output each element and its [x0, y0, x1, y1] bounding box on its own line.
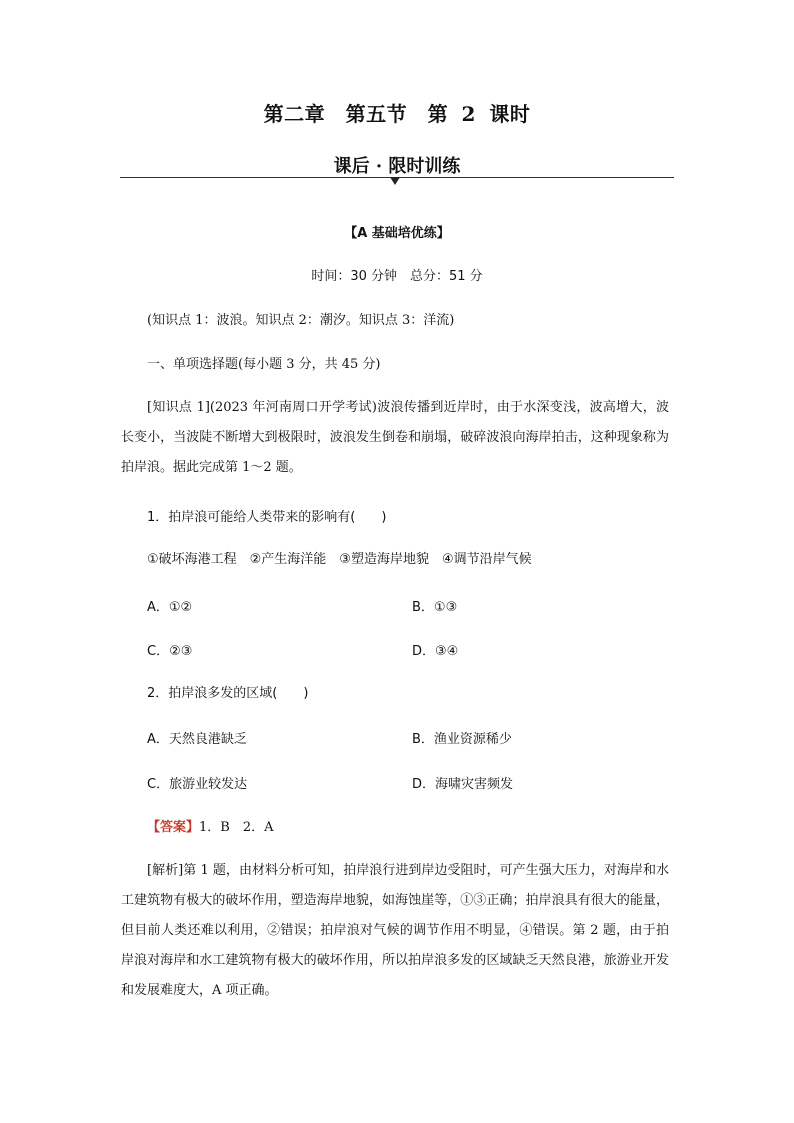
answer-label: 【答案】	[147, 820, 200, 835]
analysis-text: [解析]第 1 题，由材料分析可知，拍岸浪行进到岸边受阻时，可产生强大压力，对海岸和水工建筑物有极大的破坏作用，塑造海岸地貌，如海蚀崖等，①③正确；拍岸浪具有很大的能量，但目前人类还难以利用，②错误；拍岸浪对气候的调节作用不明显，④错误。第 2 题，由于拍岸浪对海岸和水工建筑物有极大的破坏作用，所以拍岸浪多发的区域缺乏天然良港，旅游业开发和发展难度大，A 项正确。	[121, 863, 669, 998]
question-2-option-a: A．天然良港缺乏	[147, 732, 247, 747]
answer-text: 1．B 2．A	[199, 820, 274, 835]
question-2-stem: 2．拍岸浪多发的区域( )	[147, 686, 309, 701]
question-material: [知识点 1](2023 年河南周口开学考试)波浪传播到近岸时，由于水深变浅，波高增大，波长变小，当波陡不断增大到极限时，波浪发生倒卷和崩塌，破碎波浪向海岸拍击，这种现象称为拍岸浪。据此完成第 1～2 题。	[121, 400, 669, 475]
chapter-title: 第二章 第五节 第 2 课时	[263, 102, 531, 126]
question-1-option-a: A．①②	[147, 600, 193, 615]
question-2-option-c: C．旅游业较发达	[147, 777, 248, 792]
question-2-option-d: D．海啸灾害频发	[412, 777, 514, 792]
divider-arrow-icon	[390, 177, 400, 185]
question-1-statements: ①破坏海港工程 ②产生海洋能 ③塑造海岸地貌 ④调节沿岸气候	[147, 552, 532, 567]
part-heading: 一、单项选择题(每小题 3 分，共 45 分)	[147, 357, 381, 372]
answer-line	[147, 818, 667, 838]
knowledge-points: (知识点 1：波浪。知识点 2：潮汐。知识点 3：洋流)	[147, 313, 455, 328]
question-1-option-b: B．①③	[412, 600, 458, 615]
question-1-stem: 1．拍岸浪可能给人类带来的影响有( )	[147, 510, 387, 525]
section-title: 课后 · 限时训练	[333, 156, 461, 177]
level-title: 【A 基础培优练】	[344, 226, 450, 241]
question-2-option-b: B．渔业资源稀少	[412, 732, 512, 747]
time-info: 时间：30 分钟 总分：51 分	[311, 269, 483, 284]
question-1-option-c: C．②③	[147, 644, 193, 659]
question-1-option-d: D．③④	[412, 644, 459, 659]
